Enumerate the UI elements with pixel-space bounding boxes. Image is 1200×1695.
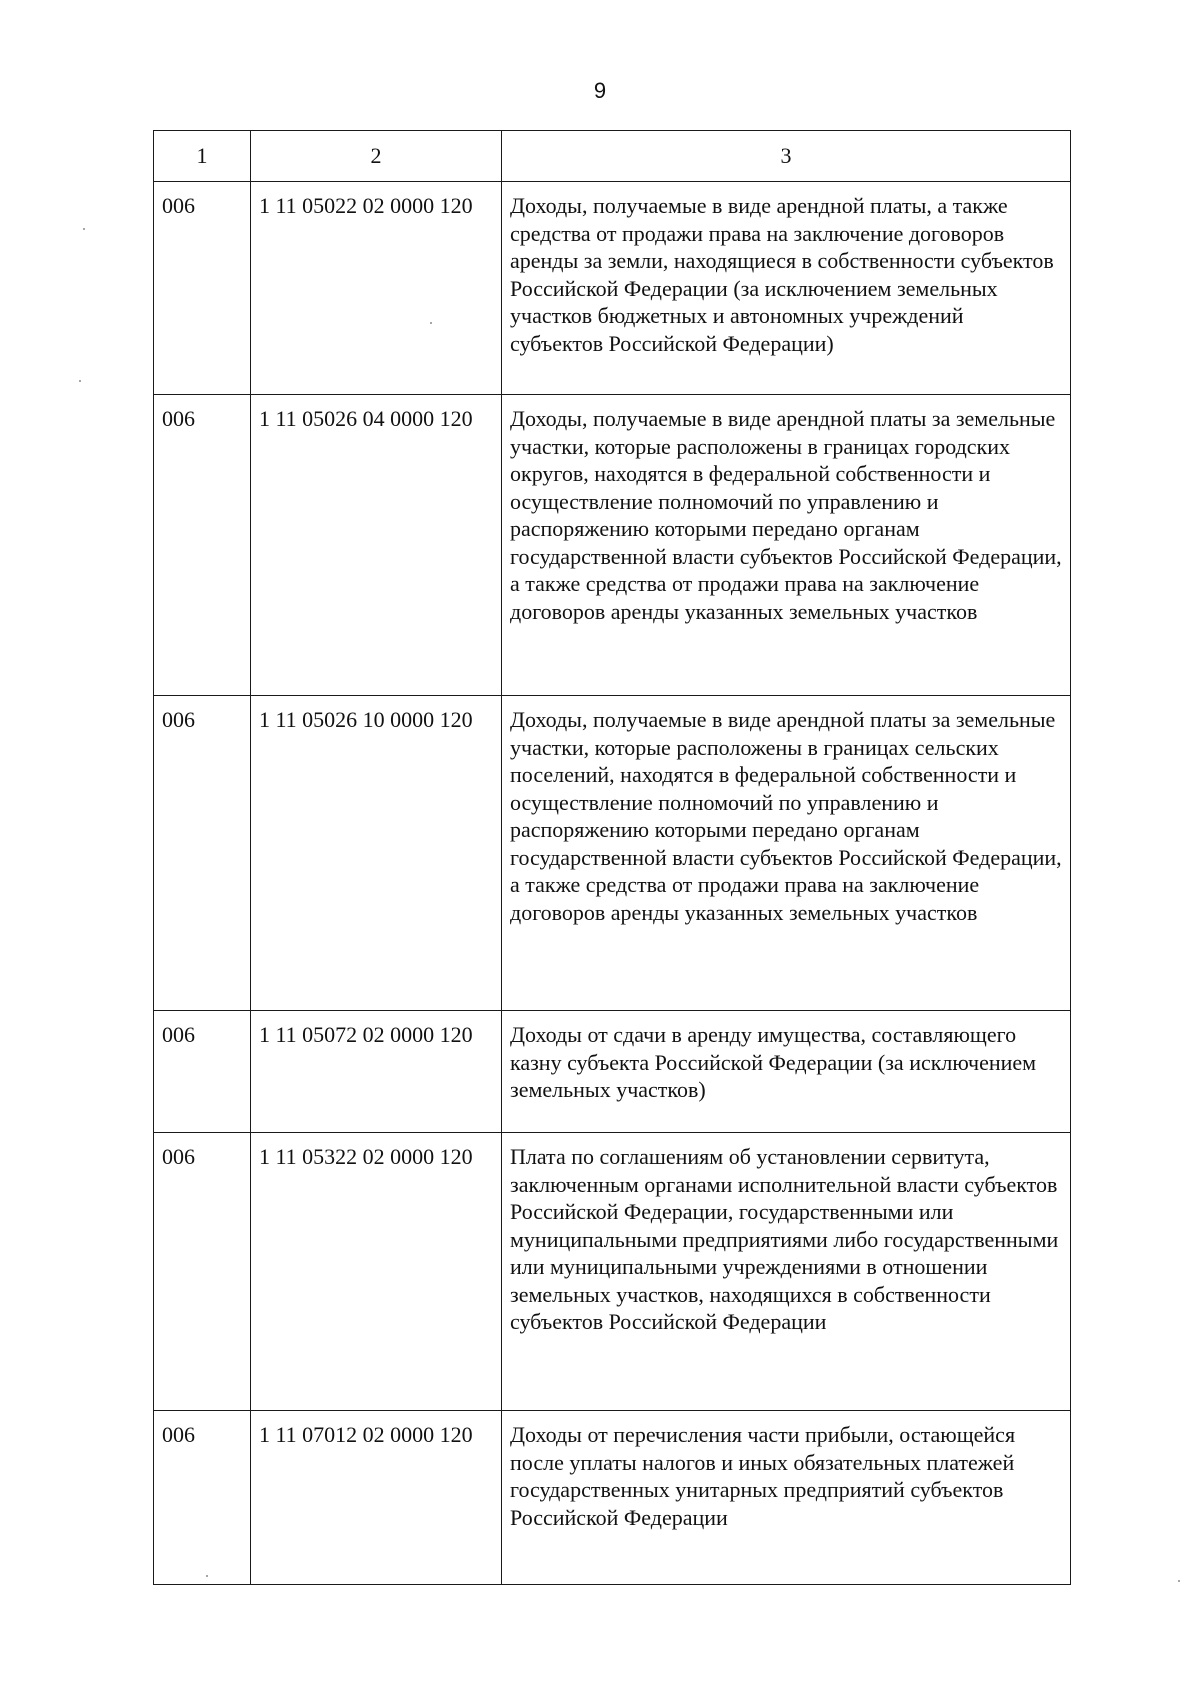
admin-code-cell: 006 <box>154 1011 251 1133</box>
column-header-3: 3 <box>502 131 1071 182</box>
admin-code-cell: 006 <box>154 1133 251 1411</box>
table-row <box>154 1011 1071 1133</box>
description-cell: Доходы, получаемые в виде арендной платы за земельные участки, которые расположены в границах городских округов, находятся в федеральной собственности и осуществление полномочий по управлению и распоряжению которыми передано органам государственной власти субъектов Российской Федерации, а также средства от продажи права на заключение договоров аренды указанных земельных участков <box>502 395 1071 696</box>
admin-code-cell: 006 <box>154 182 251 395</box>
description-cell: Доходы, получаемые в виде арендной платы за земельные участки, которые расположены в границах сельских поселений, находятся в федеральной собственности и осуществление полномочий по управлению и распоряжению которыми передано органам государственной власти субъектов Российской Федерации, а также средства от продажи права на заключение договоров аренды указанных земельных участков <box>502 696 1071 1011</box>
kbk-code-cell: 1 11 05022 02 0000 120 <box>251 182 502 395</box>
admin-code-cell: 006 <box>154 696 251 1011</box>
table-row <box>154 182 1071 395</box>
column-header-2: 2 <box>251 131 502 182</box>
description-cell: Доходы от сдачи в аренду имущества, составляющего казну субъекта Российской Федерации (за исключением земельных участков) <box>502 1011 1071 1133</box>
revenue-codes-table <box>153 130 1071 1585</box>
table-row <box>154 696 1071 1011</box>
description-cell: Доходы от перечисления части прибыли, остающейся после уплаты налогов и иных обязательных платежей государственных унитарных предприятий субъектов Российской Федерации <box>502 1411 1071 1585</box>
admin-code-cell: 006 <box>154 395 251 696</box>
kbk-code-cell: 1 11 05026 10 0000 120 <box>251 696 502 1011</box>
scan-speck <box>430 322 432 324</box>
scan-speck <box>1178 1580 1180 1582</box>
table-row <box>154 395 1071 696</box>
kbk-code-cell: 1 11 05026 04 0000 120 <box>251 395 502 696</box>
column-header-1: 1 <box>154 131 251 182</box>
kbk-code-cell: 1 11 07012 02 0000 120 <box>251 1411 502 1585</box>
page-number: 9 <box>593 78 607 103</box>
description-cell: Плата по соглашениям об установлении сервитута, заключенным органами исполнительной власти субъектов Российской Федерации, государственными или муниципальными предприятиями либо государственными или муниципальными учреждениями в отношении земельных участков, находящихся в собственности субъектов Российской Федерации <box>502 1133 1071 1411</box>
scan-speck <box>206 1575 208 1577</box>
table-row <box>154 1133 1071 1411</box>
table-row <box>154 1411 1071 1585</box>
table-header-row <box>154 131 1071 182</box>
kbk-code-cell: 1 11 05322 02 0000 120 <box>251 1133 502 1411</box>
scan-speck <box>79 380 81 382</box>
admin-code-cell: 006 <box>154 1411 251 1585</box>
description-cell: Доходы, получаемые в виде арендной платы, а также средства от продажи права на заключение договоров аренды за земли, находящиеся в собственности субъектов Российской Федерации (за исключением земельных участков бюджетных и автономных учреждений субъектов Российской Федерации) <box>502 182 1071 395</box>
scan-speck <box>83 228 85 230</box>
kbk-code-cell: 1 11 05072 02 0000 120 <box>251 1011 502 1133</box>
